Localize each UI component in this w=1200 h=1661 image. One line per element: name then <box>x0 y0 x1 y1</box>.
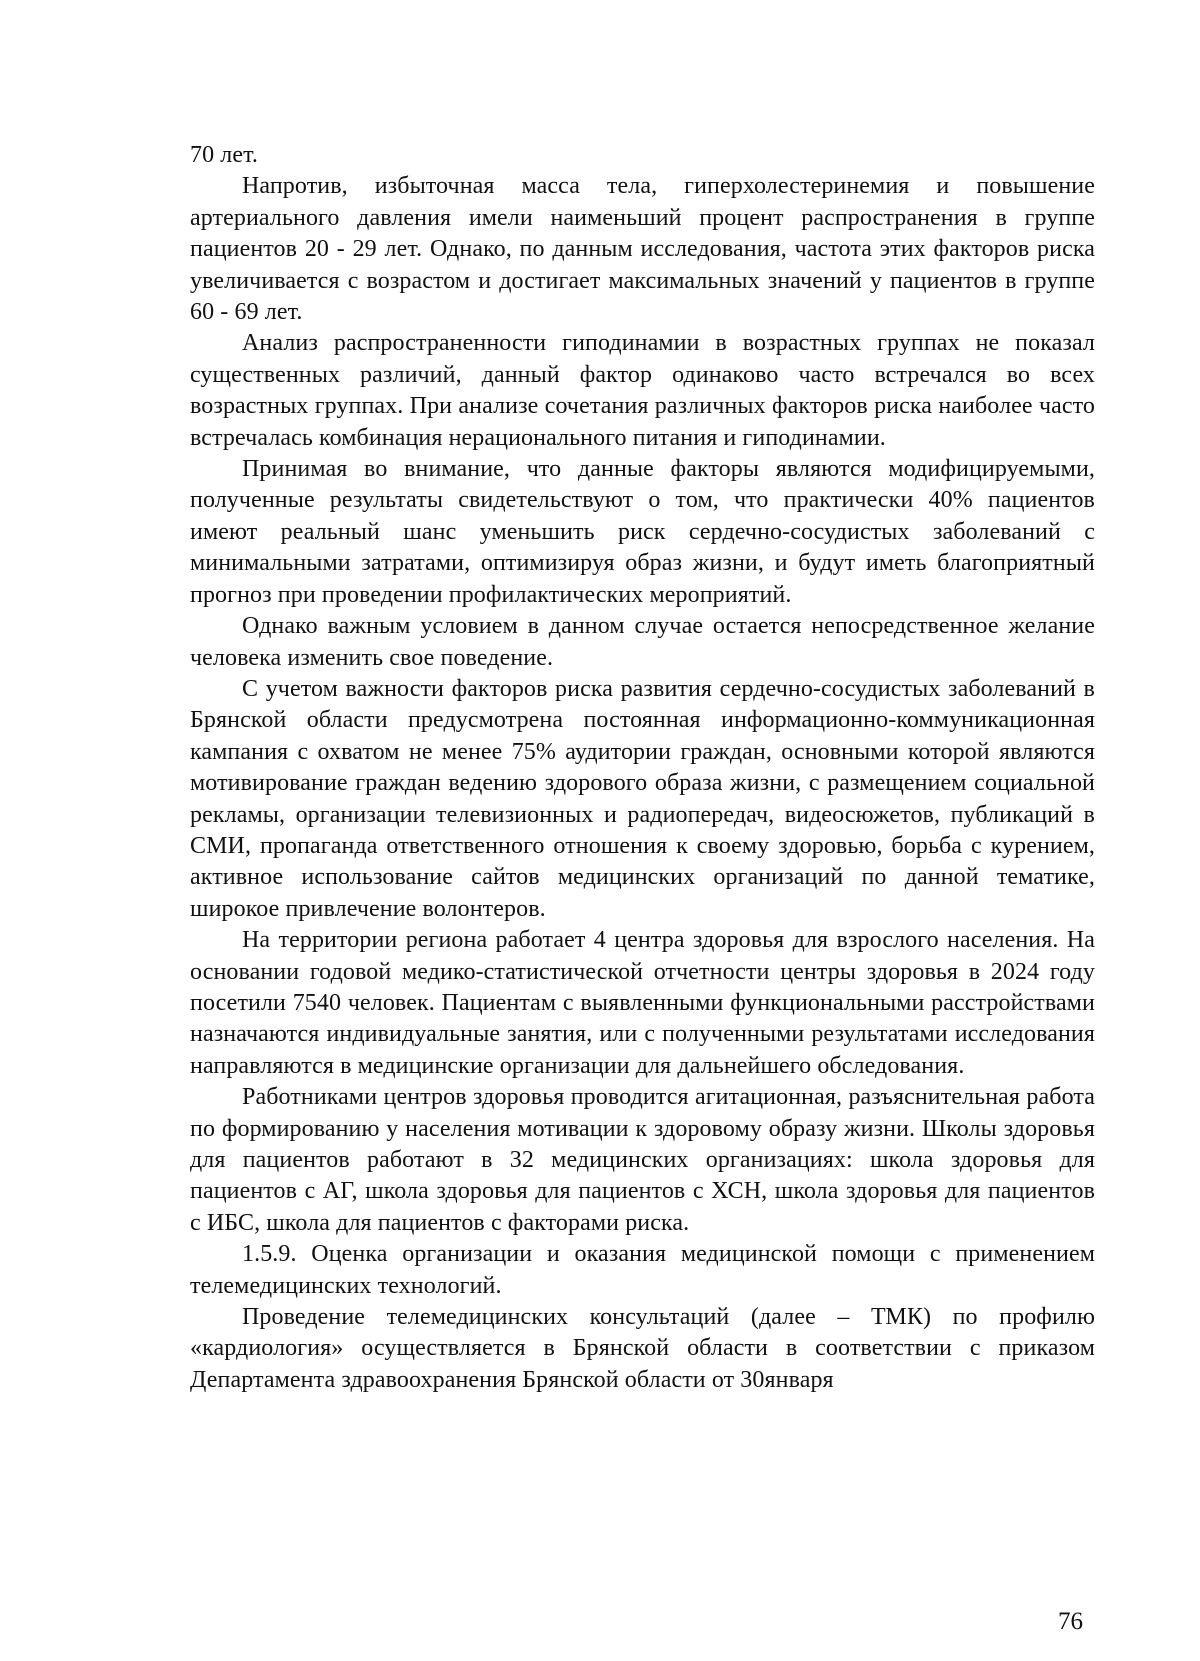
paragraph-1: Напротив, избыточная масса тела, гиперхолестеринемия и повышение артериального давления имели наименьший процент распространения в группе пациентов 20 - 29 лет. Однако, по данным исследования, частота этих факторов риска увеличивается с возрастом и достигает максимальных значений у пациентов в группе 60 - 69 лет. <box>190 173 1095 326</box>
page-number: 76 <box>1058 1608 1083 1635</box>
paragraph-4: Однако важным условием в данном случае остается непосредственное желание человека изменить свое поведение. <box>190 613 1095 671</box>
paragraph-3: Принимая во внимание, что данные факторы являются модифицируемыми, полученные результаты свидетельствуют о том, что практически 40% пациентов имеют реальный шанс уменьшить риск сердечно-сосудистых заболеваний с минимальными затратами, оптимизируя образ жизни, и будут иметь благоприятный прогноз при проведении профилактических мероприятий. <box>190 456 1095 608</box>
document-body <box>190 140 1095 1396</box>
paragraph-7: Работниками центров здоровья проводится агитационная, разъяснительная работа по формированию у населения мотивации к здоровому образу жизни. Школы здоровья для пациентов работают в 32 медицинских организациях: школа здоровья для пациентов с АГ, школа здоровья для пациентов с ХСН, школа здоровья для пациентов с ИБС, школа для пациентов с факторами риска. <box>190 1084 1095 1236</box>
paragraph-5: С учетом важности факторов риска развития сердечно-сосудистых заболеваний в Брянской области предусмотрена постоянная информационно-коммуникационная кампания с охватом не менее 75% аудитории граждан, основными которой являются мотивирование граждан ведению здорового образа жизни, с размещением социальной рекламы, организации телевизионных и радиопередач, видеосюжетов, публикаций в СМИ, пропаганда ответственного отношения к своему здоровью, борьба с курением, активное использование сайтов медицинских организаций по данной тематике, широкое привлечение волонтеров. <box>190 675 1095 922</box>
paragraph-8: Проведение телемедицинских консультаций (далее – ТМК) по профилю «кардиология» осуществляется в Брянской области в соответствии с приказом Департамента здравоохранения Брянской области от 30января <box>190 1304 1095 1393</box>
lead-line: 70 лет. <box>190 142 259 168</box>
paragraph-2: Анализ распространенности гиподинамии в возрастных группах не показал существенных различий, данный фактор одинаково часто встречался во всех возрастных группах. При анализе сочетания различных факторов риска наиболее часто встречалась комбинация нерационального питания и гиподинамии. <box>190 330 1095 451</box>
paragraph-6: На территории региона работает 4 центра здоровья для взрослого населения. На основании годовой медико-статистической отчетности центры здоровья в 2024 году посетили 7540 человек. Пациентам с выявленными функциональными расстройствами назначаются индивидуальные занятия, или с полученными результатами исследования направляются в медицинские организации для дальнейшего обследования. <box>190 927 1095 1079</box>
section-heading-1-5-9: 1.5.9. Оценка организации и оказания медицинской помощи с применением телемедицинских технологий. <box>190 1241 1095 1299</box>
